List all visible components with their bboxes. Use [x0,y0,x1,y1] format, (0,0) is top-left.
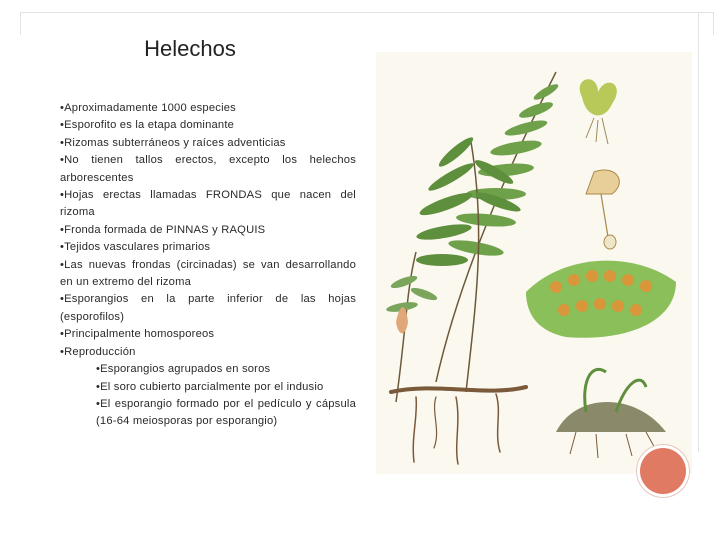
sub-bullet-item: •Esporangios agrupados en soros [96,363,271,376]
bullet-item: •Aproximadamente 1000 especies [60,102,236,114]
sporangium-detail [586,170,619,249]
bullet-item: •Rizomas subterráneos y raíces adventicias [60,136,286,149]
bullet-item: •Tejidos vasculares primarios [60,241,211,254]
bullet-item: •Principalmente homosporeos [60,328,215,341]
gametophyte [580,79,617,144]
slide-frame-side [698,12,699,452]
bullet-item: •No tienen tallos erectos, excepto los helechos arborescentes [60,154,356,184]
accent-circle [640,448,686,494]
pinna-with-sori [526,261,676,338]
bullet-item: •Esporofito es la etapa dominante [60,119,235,132]
rhizome [391,387,526,464]
bullet-list [60,100,356,431]
slide-frame-top [20,12,714,35]
young-sporophyte [556,369,666,458]
bullet-item: •Reproducción [60,345,136,358]
fern-frond [386,72,561,402]
bullet-item: •Las nuevas frondas (circinadas) se van desarrollando en un extremo del rizoma [60,258,356,289]
sub-bullet-item: •El soro cubierto parcialmente por el indusio [96,380,324,393]
sub-bullet-item: •El esporangio formado por el pedículo y cápsula (16-64 meiosporas por esporangio) [96,397,356,428]
slide-title: Helechos [144,36,236,61]
bullet-item: •Hojas erectas llamadas FRONDAS que nacen del rizoma [60,189,356,219]
fern-illustration [376,52,692,474]
bullet-item: •Esporangios en la parte inferior de las hojas (esporofilos) [60,293,356,323]
bullet-item: •Fronda formada de PINNAS y RAQUIS [60,223,266,236]
